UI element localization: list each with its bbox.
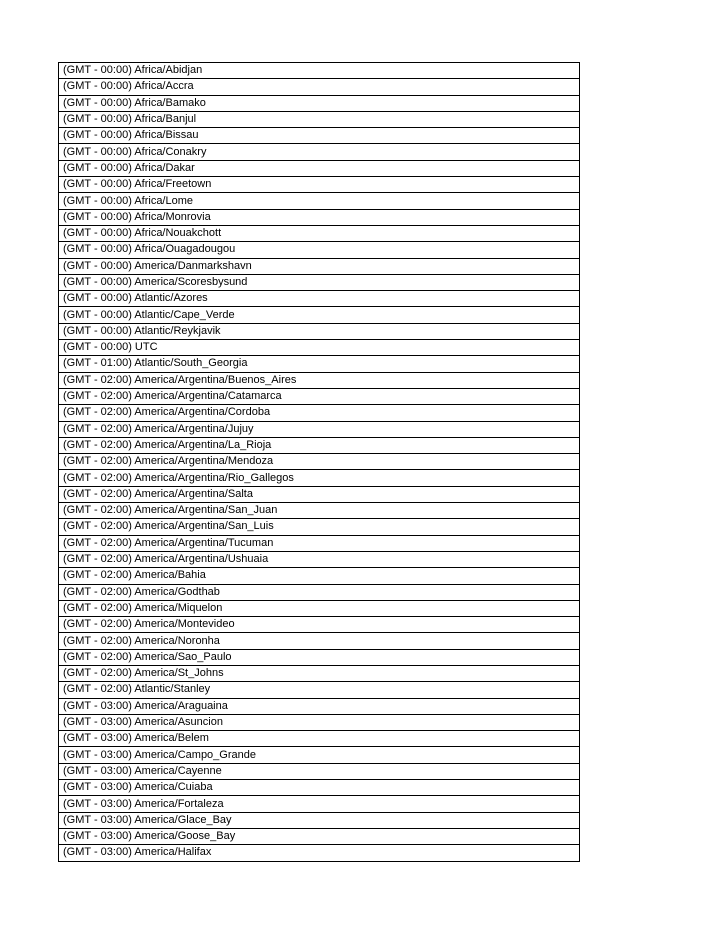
table-row [59,177,580,193]
timezone-cell: (GMT - 00:00) Africa/Freetown [59,177,580,193]
timezone-cell: (GMT - 02:00) America/Argentina/Cordoba [59,405,580,421]
table-row [59,421,580,437]
table-row [59,291,580,307]
timezone-cell: (GMT - 00:00) Atlantic/Cape_Verde [59,307,580,323]
timezone-cell: (GMT - 01:00) Atlantic/South_Georgia [59,356,580,372]
timezone-cell: (GMT - 02:00) America/Argentina/Ushuaia [59,551,580,567]
table-row [59,209,580,225]
table-row [59,633,580,649]
table-row [59,617,580,633]
table-row [59,437,580,453]
timezone-cell: (GMT - 00:00) America/Danmarkshavn [59,258,580,274]
timezone-cell: (GMT - 03:00) America/Halifax [59,845,580,861]
table-row [59,258,580,274]
table-row [59,551,580,567]
timezone-cell: (GMT - 02:00) America/St_Johns [59,665,580,681]
timezone-cell: (GMT - 00:00) Africa/Conakry [59,144,580,160]
timezone-cell: (GMT - 00:00) Africa/Dakar [59,160,580,176]
timezone-cell: (GMT - 00:00) Africa/Bamako [59,95,580,111]
timezone-cell: (GMT - 02:00) America/Argentina/Salta [59,486,580,502]
timezone-cell: (GMT - 03:00) America/Araguaina [59,698,580,714]
timezone-cell: (GMT - 02:00) America/Montevideo [59,617,580,633]
timezone-cell: (GMT - 03:00) America/Asuncion [59,714,580,730]
timezone-cell: (GMT - 03:00) America/Campo_Grande [59,747,580,763]
timezone-cell: (GMT - 00:00) Atlantic/Reykjavik [59,323,580,339]
timezone-table-body [59,63,580,862]
table-row [59,340,580,356]
table-row [59,79,580,95]
timezone-cell: (GMT - 00:00) Africa/Accra [59,79,580,95]
timezone-cell: (GMT - 03:00) America/Belem [59,731,580,747]
timezone-cell: (GMT - 02:00) America/Argentina/San_Juan [59,503,580,519]
timezone-cell: (GMT - 02:00) America/Argentina/San_Luis [59,519,580,535]
timezone-cell: (GMT - 02:00) America/Bahia [59,568,580,584]
table-row [59,193,580,209]
table-row [59,535,580,551]
table-row [59,111,580,127]
timezone-table [58,62,580,862]
table-row [59,388,580,404]
timezone-cell: (GMT - 03:00) America/Cayenne [59,763,580,779]
timezone-cell: (GMT - 02:00) America/Sao_Paulo [59,649,580,665]
table-row [59,747,580,763]
table-row [59,665,580,681]
table-row [59,95,580,111]
timezone-cell: (GMT - 02:00) America/Argentina/Jujuy [59,421,580,437]
table-row [59,568,580,584]
table-row [59,405,580,421]
table-row [59,160,580,176]
table-row [59,372,580,388]
timezone-cell: (GMT - 00:00) Africa/Bissau [59,128,580,144]
timezone-cell: (GMT - 00:00) Africa/Banjul [59,111,580,127]
table-row [59,307,580,323]
table-row [59,682,580,698]
timezone-cell: (GMT - 02:00) America/Argentina/Buenos_Aires [59,372,580,388]
table-row [59,731,580,747]
table-row [59,519,580,535]
table-row [59,454,580,470]
timezone-cell: (GMT - 03:00) America/Glace_Bay [59,812,580,828]
table-row [59,698,580,714]
table-row [59,796,580,812]
timezone-cell: (GMT - 02:00) America/Miquelon [59,600,580,616]
timezone-cell: (GMT - 03:00) America/Goose_Bay [59,828,580,844]
timezone-cell: (GMT - 02:00) America/Argentina/Catamarca [59,388,580,404]
table-row [59,845,580,861]
table-row [59,486,580,502]
table-row [59,714,580,730]
timezone-cell: (GMT - 02:00) America/Godthab [59,584,580,600]
timezone-cell: (GMT - 02:00) Atlantic/Stanley [59,682,580,698]
timezone-cell: (GMT - 00:00) UTC [59,340,580,356]
timezone-cell: (GMT - 00:00) Africa/Lome [59,193,580,209]
timezone-cell: (GMT - 03:00) America/Cuiaba [59,780,580,796]
timezone-cell: (GMT - 03:00) America/Fortaleza [59,796,580,812]
table-row [59,812,580,828]
timezone-cell: (GMT - 00:00) Africa/Abidjan [59,63,580,79]
timezone-cell: (GMT - 00:00) Atlantic/Azores [59,291,580,307]
timezone-cell: (GMT - 02:00) America/Argentina/Tucuman [59,535,580,551]
timezone-cell: (GMT - 00:00) America/Scoresbysund [59,274,580,290]
table-row [59,144,580,160]
timezone-cell: (GMT - 02:00) America/Argentina/Rio_Gallegos [59,470,580,486]
timezone-cell: (GMT - 02:00) America/Argentina/La_Rioja [59,437,580,453]
table-row [59,356,580,372]
timezone-cell: (GMT - 00:00) Africa/Monrovia [59,209,580,225]
table-row [59,470,580,486]
table-row [59,63,580,79]
table-row [59,763,580,779]
table-row [59,274,580,290]
table-row [59,584,580,600]
table-row [59,503,580,519]
table-row [59,600,580,616]
table-row [59,128,580,144]
timezone-cell: (GMT - 00:00) Africa/Nouakchott [59,225,580,241]
table-row [59,649,580,665]
timezone-cell: (GMT - 00:00) Africa/Ouagadougou [59,242,580,258]
table-row [59,323,580,339]
table-row [59,780,580,796]
table-row [59,828,580,844]
table-row [59,225,580,241]
table-row [59,242,580,258]
timezone-cell: (GMT - 02:00) America/Noronha [59,633,580,649]
timezone-cell: (GMT - 02:00) America/Argentina/Mendoza [59,454,580,470]
